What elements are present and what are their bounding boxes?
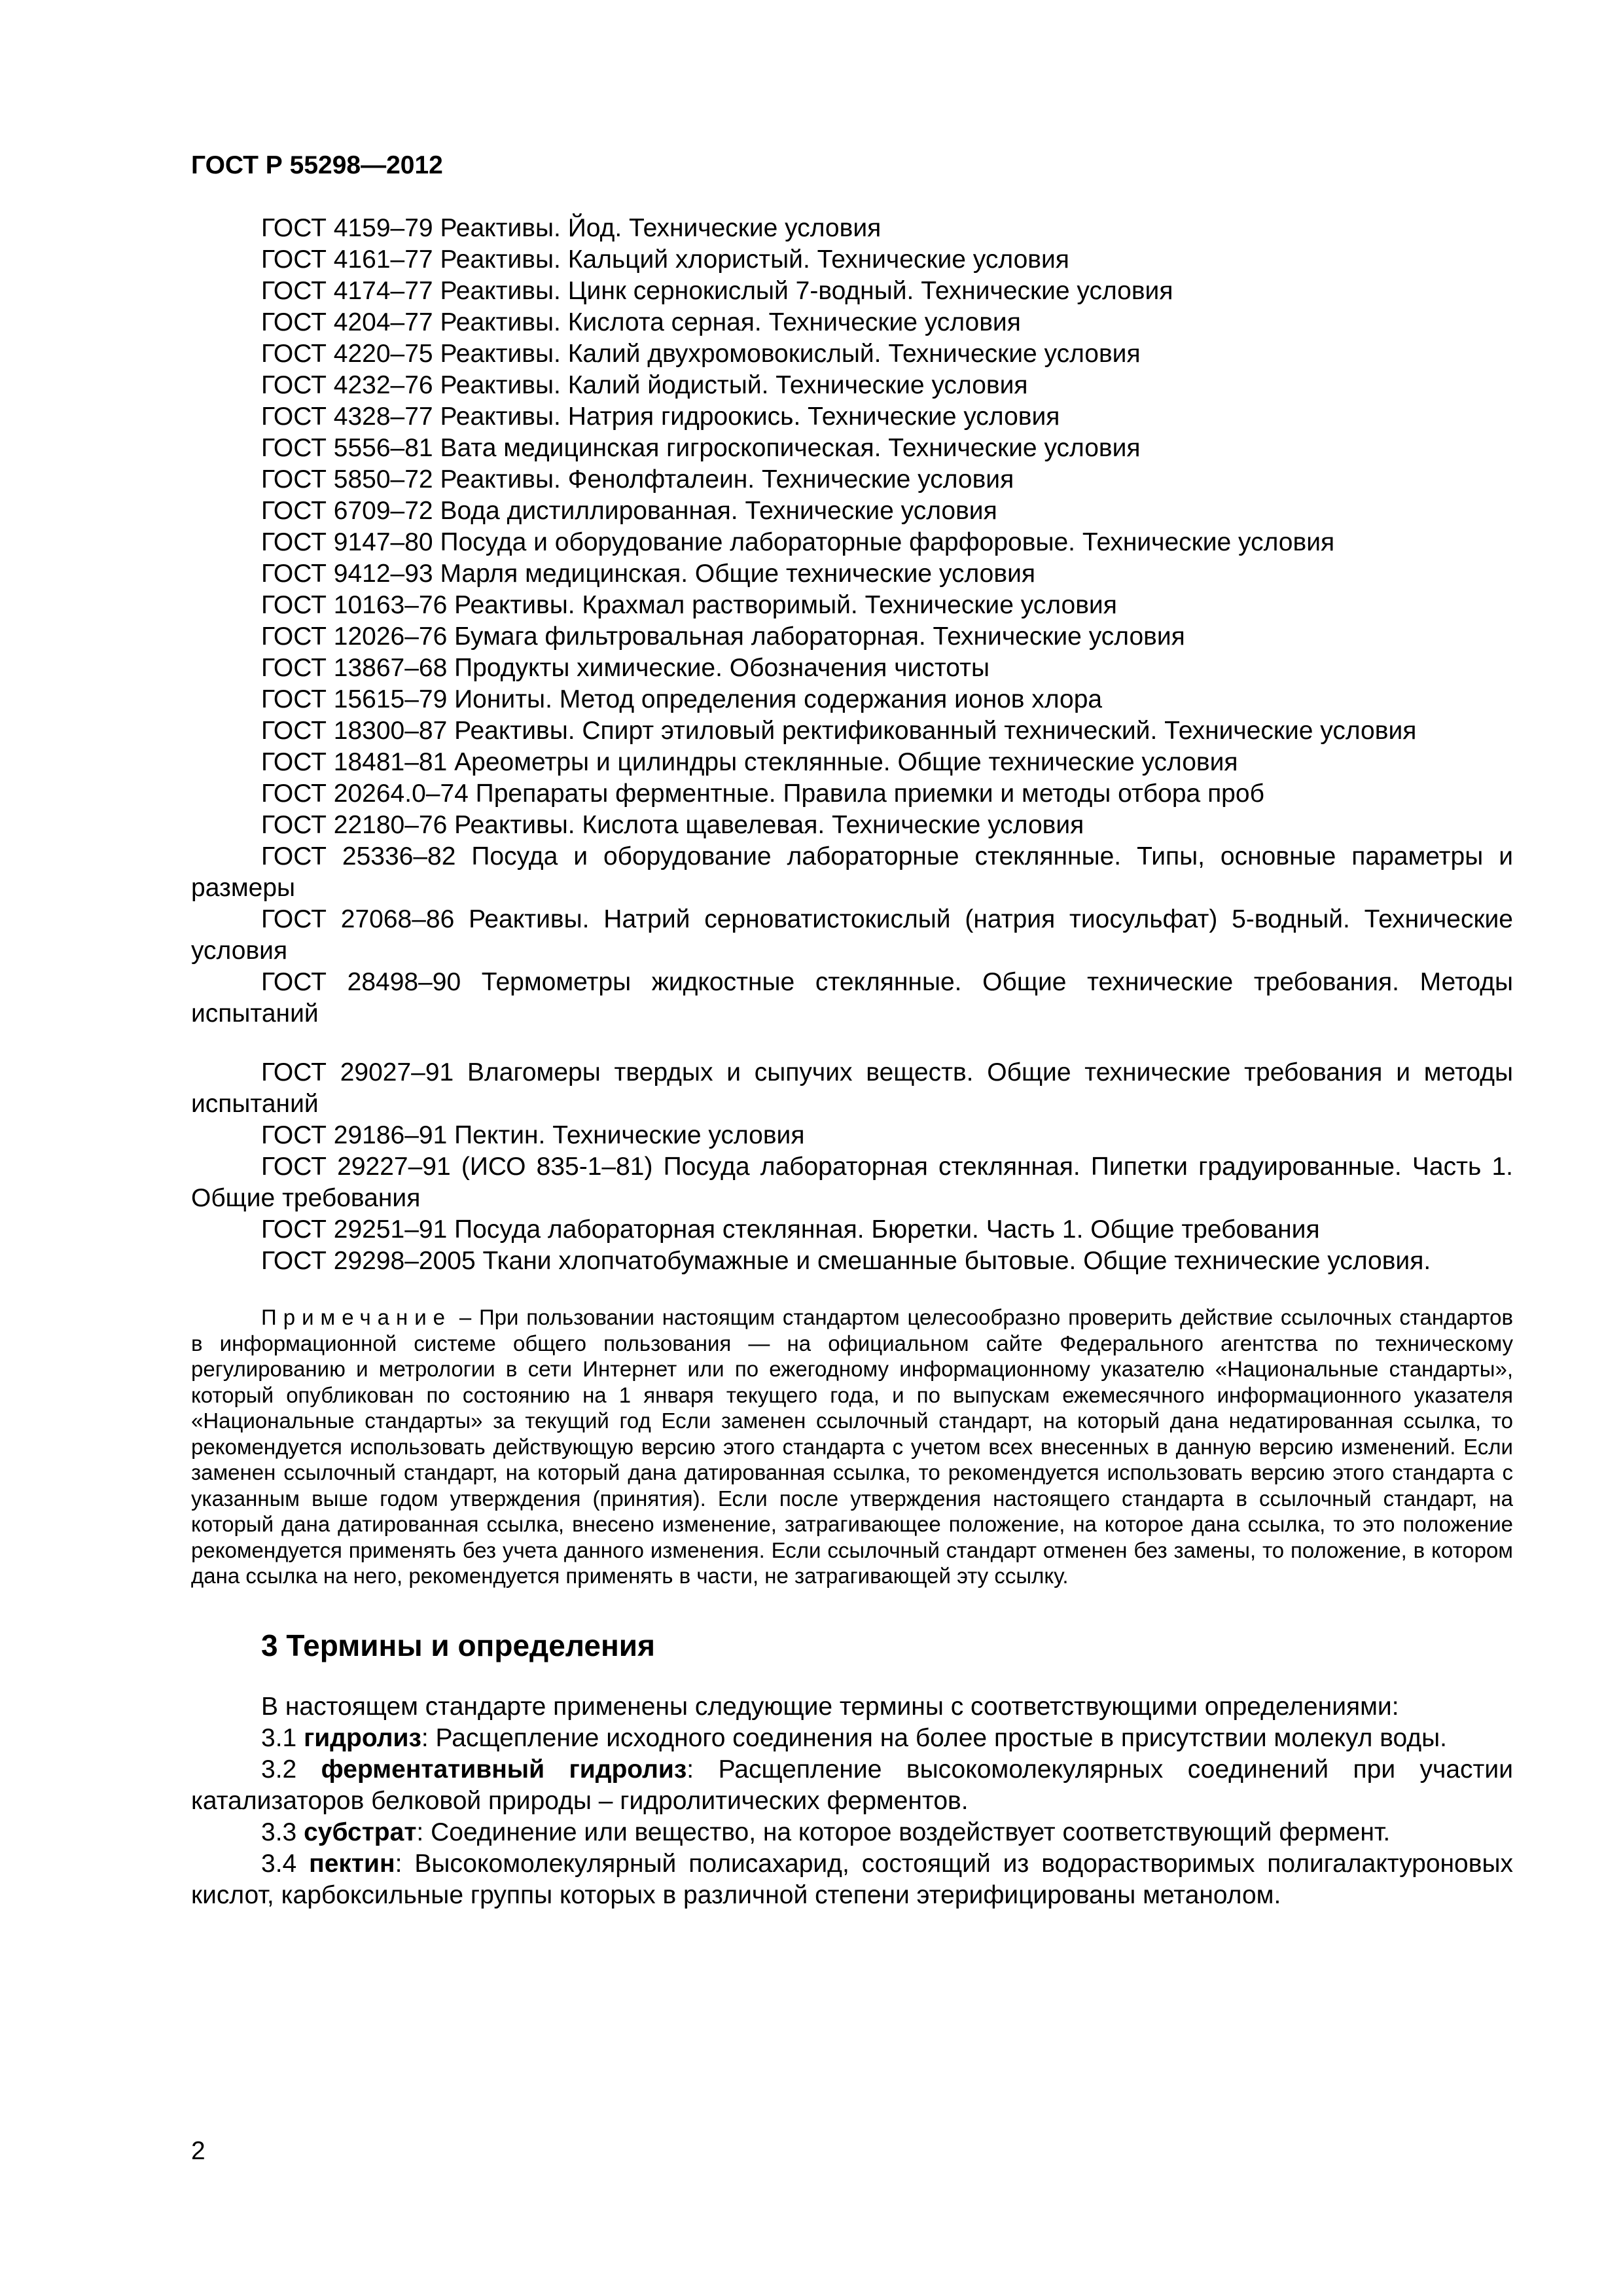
reference-item: ГОСТ 9147–80 Посуда и оборудование лабораторные фарфоровые. Технические условия: [261, 528, 1335, 556]
reference-item: ГОСТ 13867–68 Продукты химические. Обозначения чистоты: [261, 654, 990, 682]
reference-item: ГОСТ 28498–90 Термометры жидкостные стеклянные. Общие технические требования. Методы испытаний: [191, 968, 1513, 1028]
reference-item: ГОСТ 4161–77 Реактивы. Кальций хлористый. Технические условия: [261, 245, 1069, 274]
term-entry: [191, 1754, 1513, 1817]
reference-item: ГОСТ 18481–81 Ареометры и цилиндры стеклянные. Общие технические условия: [261, 748, 1238, 776]
reference-item: ГОСТ 5850–72 Реактивы. Фенолфталеин. Технические условия: [261, 465, 1014, 493]
reference-item: ГОСТ 4174–77 Реактивы. Цинк сернокислый 7-водный. Технические условия: [261, 277, 1173, 305]
term-name: пектин: [309, 1849, 395, 1878]
reference-item: ГОСТ 29027–91 Влагомеры твердых и сыпучих веществ. Общие технические требования и методы испытаний: [191, 1058, 1513, 1118]
reference-item: ГОСТ 25336–82 Посуда и оборудование лабораторные стеклянные. Типы, основные параметры и размеры: [191, 842, 1513, 902]
reference-item: ГОСТ 9412–93 Марля медицинская. Общие технические условия: [261, 560, 1035, 588]
note-block: [191, 1304, 1513, 1589]
reference-item: ГОСТ 29298–2005 Ткани хлопчатобумажные и смешанные бытовые. Общие технические условия.: [261, 1247, 1431, 1275]
reference-item: ГОСТ 10163–76 Реактивы. Крахмал растворимый. Технические условия: [261, 591, 1117, 619]
note-text: – При пользовании настоящим стандартом целесообразно проверить действие ссылочных стандартов в информационной системе общего пользования — на официальном сайте Федерального агентства по техническому регулированию и метрологии в сети Интернет или по ежегодному информационному указателю «Национальные стандарты», который опубликован по состоянию на 1 января текущего года, и по выпускам ежемесячного информационного указателя «Национальные стандарты» за текущий год Если заменен ссылочный стандарт, на который дана недатированная ссылка, то рекомендуется использовать действующую версию этого стандарта с учетом всех внесенных в данную версию изменений. Если заменен ссылочный стандарт, на который дана датированная ссылка, то рекомендуется использовать версию этого стандарта с указанным выше годом утверждения (принятия). Если после утверждения настоящего стандарта в ссылочный стандарт, на который дана датированная ссылка, внесено изменение, затрагивающее положение, на которое дана ссылка, то это положение рекомендуется применять без учета данного изменения. Если ссылочный стандарт отменен без замены, то положение, в котором дана ссылка на него, рекомендуется применять в части, не затрагивающей эту ссылку.: [191, 1305, 1513, 1588]
term-name: гидролиз: [304, 1723, 421, 1752]
reference-item: ГОСТ 20264.0–74 Препараты ферментные. Правила приемки и методы отбора проб: [261, 780, 1264, 808]
term-number: 3.2: [261, 1755, 297, 1784]
term-number: 3.4: [261, 1849, 297, 1878]
reference-item: ГОСТ 18300–87 Реактивы. Спирт этиловый ректификованный технический. Технические условия: [261, 717, 1417, 745]
term-number: 3.3: [261, 1818, 297, 1846]
section-intro: В настоящем стандарте применены следующие термины с соответствующими определениями:: [261, 1692, 1399, 1721]
reference-item: ГОСТ 4328–77 Реактивы. Натрия гидроокись. Технические условия: [261, 403, 1060, 431]
reference-item: ГОСТ 4220–75 Реактивы. Калий двухромовокислый. Технические условия: [261, 340, 1141, 368]
reference-item: ГОСТ 4232–76 Реактивы. Калий йодистый. Технические условия: [261, 371, 1028, 399]
term-definition: : Соединение или вещество, на которое воздействует соответствующий фермент.: [416, 1818, 1391, 1846]
term-name: субстрат: [304, 1818, 417, 1846]
reference-item: ГОСТ 6709–72 Вода дистиллированная. Технические условия: [261, 497, 997, 525]
term-number: 3.1: [261, 1723, 297, 1752]
term-definition: : Высокомолекулярный полисахарид, состоящий из водорастворимых полигалактуроновых кислот, карбоксильные группы которых в различной степени этерифицированы метанолом.: [191, 1849, 1513, 1909]
reference-item: ГОСТ 5556–81 Вата медицинская гигроскопическая. Технические условия: [261, 434, 1141, 462]
term-definition: : Расщепление исходного соединения на более простые в присутствии молекул воды.: [421, 1723, 1448, 1752]
reference-item: ГОСТ 29186–91 Пектин. Технические условия: [261, 1121, 805, 1149]
reference-item: ГОСТ 15615–79 Иониты. Метод определения содержания ионов хлора: [261, 685, 1103, 713]
reference-item: ГОСТ 22180–76 Реактивы. Кислота щавелевая. Технические условия: [261, 811, 1084, 839]
term-entry: [191, 1817, 1513, 1848]
section-heading: 3 Термины и определения: [261, 1628, 655, 1662]
reference-item: ГОСТ 27068–86 Реактивы. Натрий серноватистокислый (натрия тиосульфат) 5-водный. Технические условия: [191, 905, 1513, 965]
document-header: ГОСТ Р 55298—2012: [191, 151, 443, 179]
reference-item: ГОСТ 4204–77 Реактивы. Кислота серная. Технические условия: [261, 308, 1021, 336]
note-label: Примечание: [261, 1305, 452, 1329]
page-number: 2: [191, 2137, 205, 2165]
page-content: [191, 213, 1513, 1911]
reference-item: ГОСТ 4159–79 Реактивы. Йод. Технические условия: [261, 214, 882, 242]
term-entry: [191, 1723, 1513, 1754]
reference-item: ГОСТ 29251–91 Посуда лабораторная стеклянная. Бюретки. Часть 1. Общие требования: [261, 1215, 1320, 1244]
reference-item: ГОСТ 29227–91 (ИСО 835-1–81) Посуда лабораторная стеклянная. Пипетки градуированные. Часть 1. Общие требования: [191, 1153, 1513, 1212]
term-entry: [191, 1848, 1513, 1911]
term-definition: : Расщепление высокомолекулярных соединений при участии катализаторов белковой природы – гидролитических ферментов.: [191, 1755, 1513, 1815]
references-list: [191, 213, 1513, 1277]
reference-item: ГОСТ 12026–76 Бумага фильтровальная лабораторная. Технические условия: [261, 622, 1185, 651]
term-name: ферментативный гидролиз: [321, 1755, 687, 1784]
